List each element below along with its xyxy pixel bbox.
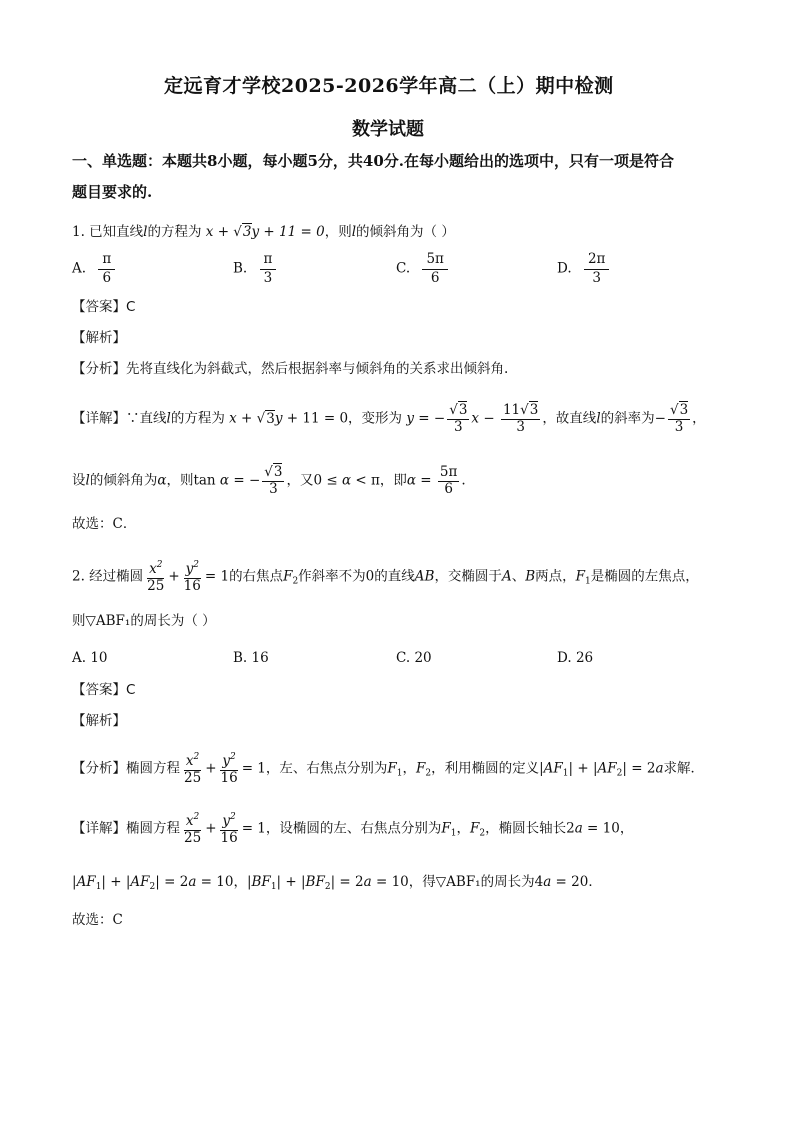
q1-analysis-label: 【解析】 [72, 330, 126, 346]
q1-detail-line2: 设l的倾斜角为α，则tan α = − $\frac{√3}{3}$ ，又0 ≤ α < π，即α = $\frac{5\pi}{6}$ . [72, 464, 466, 497]
q1-detail-line1: 【详解】∵直线l的方程为 x + √3y + 11 = 0，变形为 y = − $\frac{√3}{3}$ x − $\frac{11√3}{3}$ ，故直线l的斜率为− $\frac{√3}{3}$ ， [72, 402, 706, 435]
question-1-stem: 1. 已知直线l的方程为 x + √3y + 11 = 0，则l的倾斜角为（ ） [72, 224, 455, 240]
q1-option-c[interactable]: C. $\frac{5\pi}{6}$ [396, 251, 448, 287]
question-2-stem-line2: 则▽ABF₁的周长为（ ） [72, 613, 216, 629]
q2-detail-line2: $|AF_1| + |AF_2| = 2a = 10$，$|BF_1| + |BF_2| = 2a = 10$，得▽ABF₁的周长为4a = 20． [72, 874, 602, 892]
q1-option-a[interactable]: A. $\frac{\pi}{6}$ [72, 251, 115, 287]
q1-conclusion: 故选：C． [72, 516, 137, 532]
q1-fenxi: 【分析】先将直线化为斜截式，然后根据斜率与倾斜角的关系求出倾斜角. [72, 361, 509, 377]
q1-option-b[interactable]: B. $\frac{\pi}{3}$ [233, 251, 276, 287]
q1-option-d[interactable]: D. $\frac{2\pi}{3}$ [557, 251, 609, 287]
page-title: 定远育才学校2025-2026学年高二（上）期中检测 [164, 75, 614, 97]
q2-analysis-label: 【解析】 [72, 713, 126, 729]
page-subtitle: 数学试题 [352, 119, 424, 140]
q2-fenxi: 【分析】椭圆方程 $\frac{x^2}{25}$ + $\frac{y^2}{16}$ = 1，左、右焦点分别为$F_1$，$F_2$，利用椭圆的定义$|AF_1| + |AF_2| = 2a$求解． [72, 752, 704, 786]
q2-option-a[interactable]: A. 10 [72, 650, 108, 666]
q1-line-equation: x + √3y + 11 = 0 [205, 224, 325, 240]
q2-detail-line1: 【详解】椭圆方程 $\frac{x^2}{25}$ + $\frac{y^2}{16}$ = 1，设椭圆的左、右焦点分别为$F_1$，$F_2$，椭圆长轴长2a = 10， [72, 812, 634, 846]
question-2-stem: 2. 经过椭圆 $\frac{x^2}{25}$ + $\frac{y^2}{16}$ = 1的右焦点$F_2$作斜率不为0的直线AB，交椭圆于A、B两点，$F_1$是椭圆的左焦点， [72, 560, 699, 594]
q2-option-d[interactable]: D. 26 [557, 650, 594, 666]
q2-answer: 【答案】C [72, 682, 136, 698]
q2-option-b[interactable]: B. 16 [233, 650, 269, 666]
q2-conclusion: 故选：C [72, 912, 123, 928]
section-heading-line2: 题目要求的. [72, 183, 153, 201]
q2-option-c[interactable]: C. 20 [396, 650, 432, 666]
q1-answer: 【答案】C [72, 299, 136, 315]
section-heading-line1: 一、单选题：本题共8小题，每小题5分，共40分.在每小题给出的选项中，只有一项是符合 [72, 152, 674, 170]
